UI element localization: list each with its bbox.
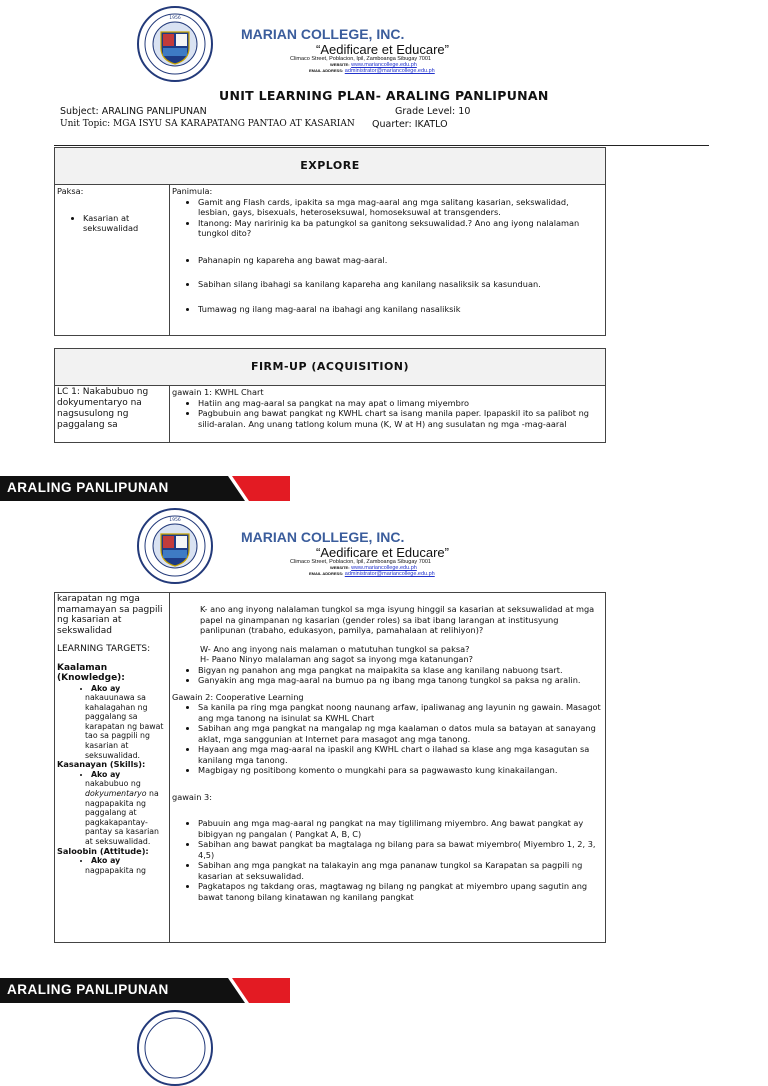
paksa-cell xyxy=(55,185,170,336)
paksa-item: • Kasarian at seksuwalidad xyxy=(83,213,167,234)
email-link[interactable]: administrator@mariancollege.edu.ph xyxy=(344,571,435,577)
gawain1-label: gawain 1: KWHL Chart xyxy=(172,387,264,397)
subject-line: Subject: ARALING PANLIPUNAN xyxy=(60,106,207,117)
list-item: • Hatiin ang mag-aaral sa pangkat na may apat o limang miyembro xyxy=(198,398,603,409)
email-line: EMAIL ADDRESS: administrator@mariancollege.edu.ph xyxy=(309,571,435,577)
college-seal-icon xyxy=(137,508,213,584)
unit-topic: Unit Topic: MGA ISYU SA KARAPATANG PANTAO AT KASARIAN xyxy=(60,119,355,129)
website-link[interactable]: www.mariancollege.edu.ph xyxy=(351,565,417,571)
kasanayan-label: Kasanayan (Skills): xyxy=(57,759,146,770)
list-item: • Ganyakin ang mga mag-aaral na bumuo pa ng ibang mga tanong tungkol sa paksa ng aralin. xyxy=(198,675,603,686)
website-line: WEBSITE: www.mariancollege.edu.ph xyxy=(330,565,417,571)
list-item: • Sabihan ang mga pangkat na talakayin ang mga pananaw tungkol sa Karapatan sa pagpili ng kasarian at seksuwalidad. xyxy=(198,860,603,881)
firmup-continued-table xyxy=(54,592,606,943)
gawain2-label: Gawain 2: Cooperative Learning xyxy=(172,691,304,702)
list-item: • Pagbubuin ang bawat pangkat ng KWHL chart sa isang manila paper. Ipapaskil ito sa palibot ng silid-aralan. Ang unang tatlong kolum muna (K, W at H) ang susulatan ng mga -mag-aaral xyxy=(198,408,603,429)
kaalaman-item-lead: • Ako ay xyxy=(91,684,167,694)
college-name: MARIAN COLLEGE, INC. xyxy=(241,529,405,545)
kwhl-k: K- ano ang inyong nalalaman tungkol sa mga isyung hinggil sa kasarian at seksuwalidad at mga papel na ginampanan ng kasarian (gender roles) sa ibat ibang larangan at institusyung panlipunan (trabaho, edukasyon, pamilya, pamahalaan at relihiyon)? xyxy=(200,604,595,635)
kwhl-w: W- Ano ang inyong nais malaman o matutuhan tungkol sa paksa? xyxy=(200,643,470,654)
list-item: • Sabihan ang bawat pangkat ba magtalaga ng bilang para sa bawat miyembro( Miyembro 1, 2, 3, 4,5) xyxy=(198,839,603,860)
college-motto: “Aedificare et Educare” xyxy=(316,545,449,560)
kasanayan-item-lead: • Ako ay xyxy=(91,770,167,780)
list-item: • Magbigay ng positibong komento o mungkahi para sa pagwawasto kung kinakailangan. xyxy=(198,765,603,776)
list-item: • Pahanapin ng kapareha ang bawat mag-aaral. xyxy=(198,255,603,266)
header-divider xyxy=(54,145,709,146)
panimula-label: Panimula: xyxy=(172,186,213,196)
seal-year: 1956 xyxy=(169,518,181,523)
gawain1-cell xyxy=(170,386,606,443)
plan-title: UNIT LEARNING PLAN- ARALING PANLIPUNAN xyxy=(219,88,549,103)
list-item: • Itanong: May naririnig ka ba patungkol sa ganitong seksuwalidad.? Ano ang iyong nalalaman tungkol dito? xyxy=(198,218,603,239)
college-address: Climaco Street, Poblacion, Ipil, Zamboanga Sibugay 7001 xyxy=(290,559,431,565)
email-line: EMAIL ADDRESS: administrator@mariancollege.edu.ph xyxy=(309,68,435,74)
seal-year: 1956 xyxy=(169,16,181,21)
college-seal-icon xyxy=(137,1010,213,1086)
panimula-cell xyxy=(170,185,606,336)
targets-label: LEARNING TARGETS: xyxy=(57,644,151,654)
targets-cell xyxy=(55,593,170,943)
saloobin-label: Saloobin (Attitude): xyxy=(57,845,149,856)
banner-label: ARALING PANLIPUNAN xyxy=(7,982,169,997)
banner-label: ARALING PANLIPUNAN xyxy=(7,480,169,495)
list-item: • Sa kanila pa ring mga pangkat noong naunang arfaw, ipaliwanag ang layunin ng gawain. Masagot ang mga tanong na isinulat sa KWHL Chart xyxy=(198,702,603,723)
website-link[interactable]: www.mariancollege.edu.ph xyxy=(351,62,417,68)
saloobin-item-lead: • Ako ay xyxy=(91,856,167,866)
kaalaman-item: nakauunawa sa kahalagahan ng paggalang sa karapatan ng bawat tao sa pagpili ng kasarian at seksuwalidad. xyxy=(85,693,164,760)
list-item: • Tumawag ng ilang mag-aaral na ibahagi ang kanilang nasaliksik xyxy=(198,304,603,315)
firmup-heading: FIRM-UP (ACQUISITION) xyxy=(55,349,606,386)
lc-continued: karapatan ng mga mamamayan sa pagpili ng kasarian at sekswalidad xyxy=(57,594,163,636)
gawain3-label: gawain 3: xyxy=(172,791,212,802)
explore-table xyxy=(54,147,606,336)
kaalaman-label: Kaalaman (Knowledge): xyxy=(57,662,125,683)
paksa-label: Paksa: xyxy=(57,186,84,196)
kwhl-h: H- Paano Ninyo malalaman ang sagot sa inyong mga katanungan? xyxy=(200,654,473,664)
explore-heading: EXPLORE xyxy=(55,148,606,185)
kasanayan-item: nakabubuo ng dokyumentaryo na nagpapakita ng paggalang at pagkakapantay-pantay sa kasarian at seksuwalidad. xyxy=(85,779,160,846)
saloobin-item: nagpapakita ng xyxy=(85,865,147,875)
lc-cell: LC 1: Nakabubuo ng dokyumentaryo na nagsusulong ng paggalang sa xyxy=(55,386,170,443)
grade-level: Grade Level: 10 xyxy=(395,106,471,117)
website-line: WEBSITE: www.mariancollege.edu.ph xyxy=(330,62,417,68)
list-item: • Sabihan silang ibahagi sa kanilang kapareha ang kanilang nasaliksik sa kasunduan. xyxy=(198,279,603,290)
list-item: • Pabuuin ang mga mag-aaral ng pangkat na may tiglilimang miyembro. Ang bawat pangkat ay bibigyan ng pangalan ( Pangkat A, B, C) xyxy=(198,818,603,839)
list-item: • Gamit ang Flash cards, ipakita sa mga mag-aaral ang mga salitang kasarian, sekswalidad, lesbian, gays, bisexuals, heteroseksuwal, homoseksuwal at transgenders. xyxy=(198,197,603,218)
college-motto: “Aedificare et Educare” xyxy=(316,42,449,57)
quarter: Quarter: IKATLO xyxy=(372,119,448,130)
firmup-table xyxy=(54,348,606,443)
college-seal-icon xyxy=(137,6,213,82)
activities-cell xyxy=(170,593,606,943)
list-item: • Bigyan ng panahon ang mga pangkat na maipakita sa klase ang kanilang nabuong tsart. xyxy=(198,665,603,676)
college-name: MARIAN COLLEGE, INC. xyxy=(241,26,405,42)
college-address: Climaco Street, Poblacion, Ipil, Zamboanga Sibugay 7001 xyxy=(290,56,431,62)
list-item: • Sabihan ang mga pangkat na mangalap ng mga kaalaman o datos mula sa batayan at sanayang aklat, mga sanggunian at Internet para masagot ang mga tanong. xyxy=(198,723,603,744)
list-item: • Hayaan ang mga mag-aaral na ipaskil ang KWHL chart o ilahad sa klase ang mga kasagutan sa kanilang mga tanong. xyxy=(198,744,603,765)
email-link[interactable]: administrator@mariancollege.edu.ph xyxy=(344,68,435,74)
list-item: • Pagkatapos ng takdang oras, magtawag ng bilang ng pangkat at miyembro upang sagutin ang bawat tanong bilang kinatawan ng kanilang pangkat xyxy=(198,881,603,902)
